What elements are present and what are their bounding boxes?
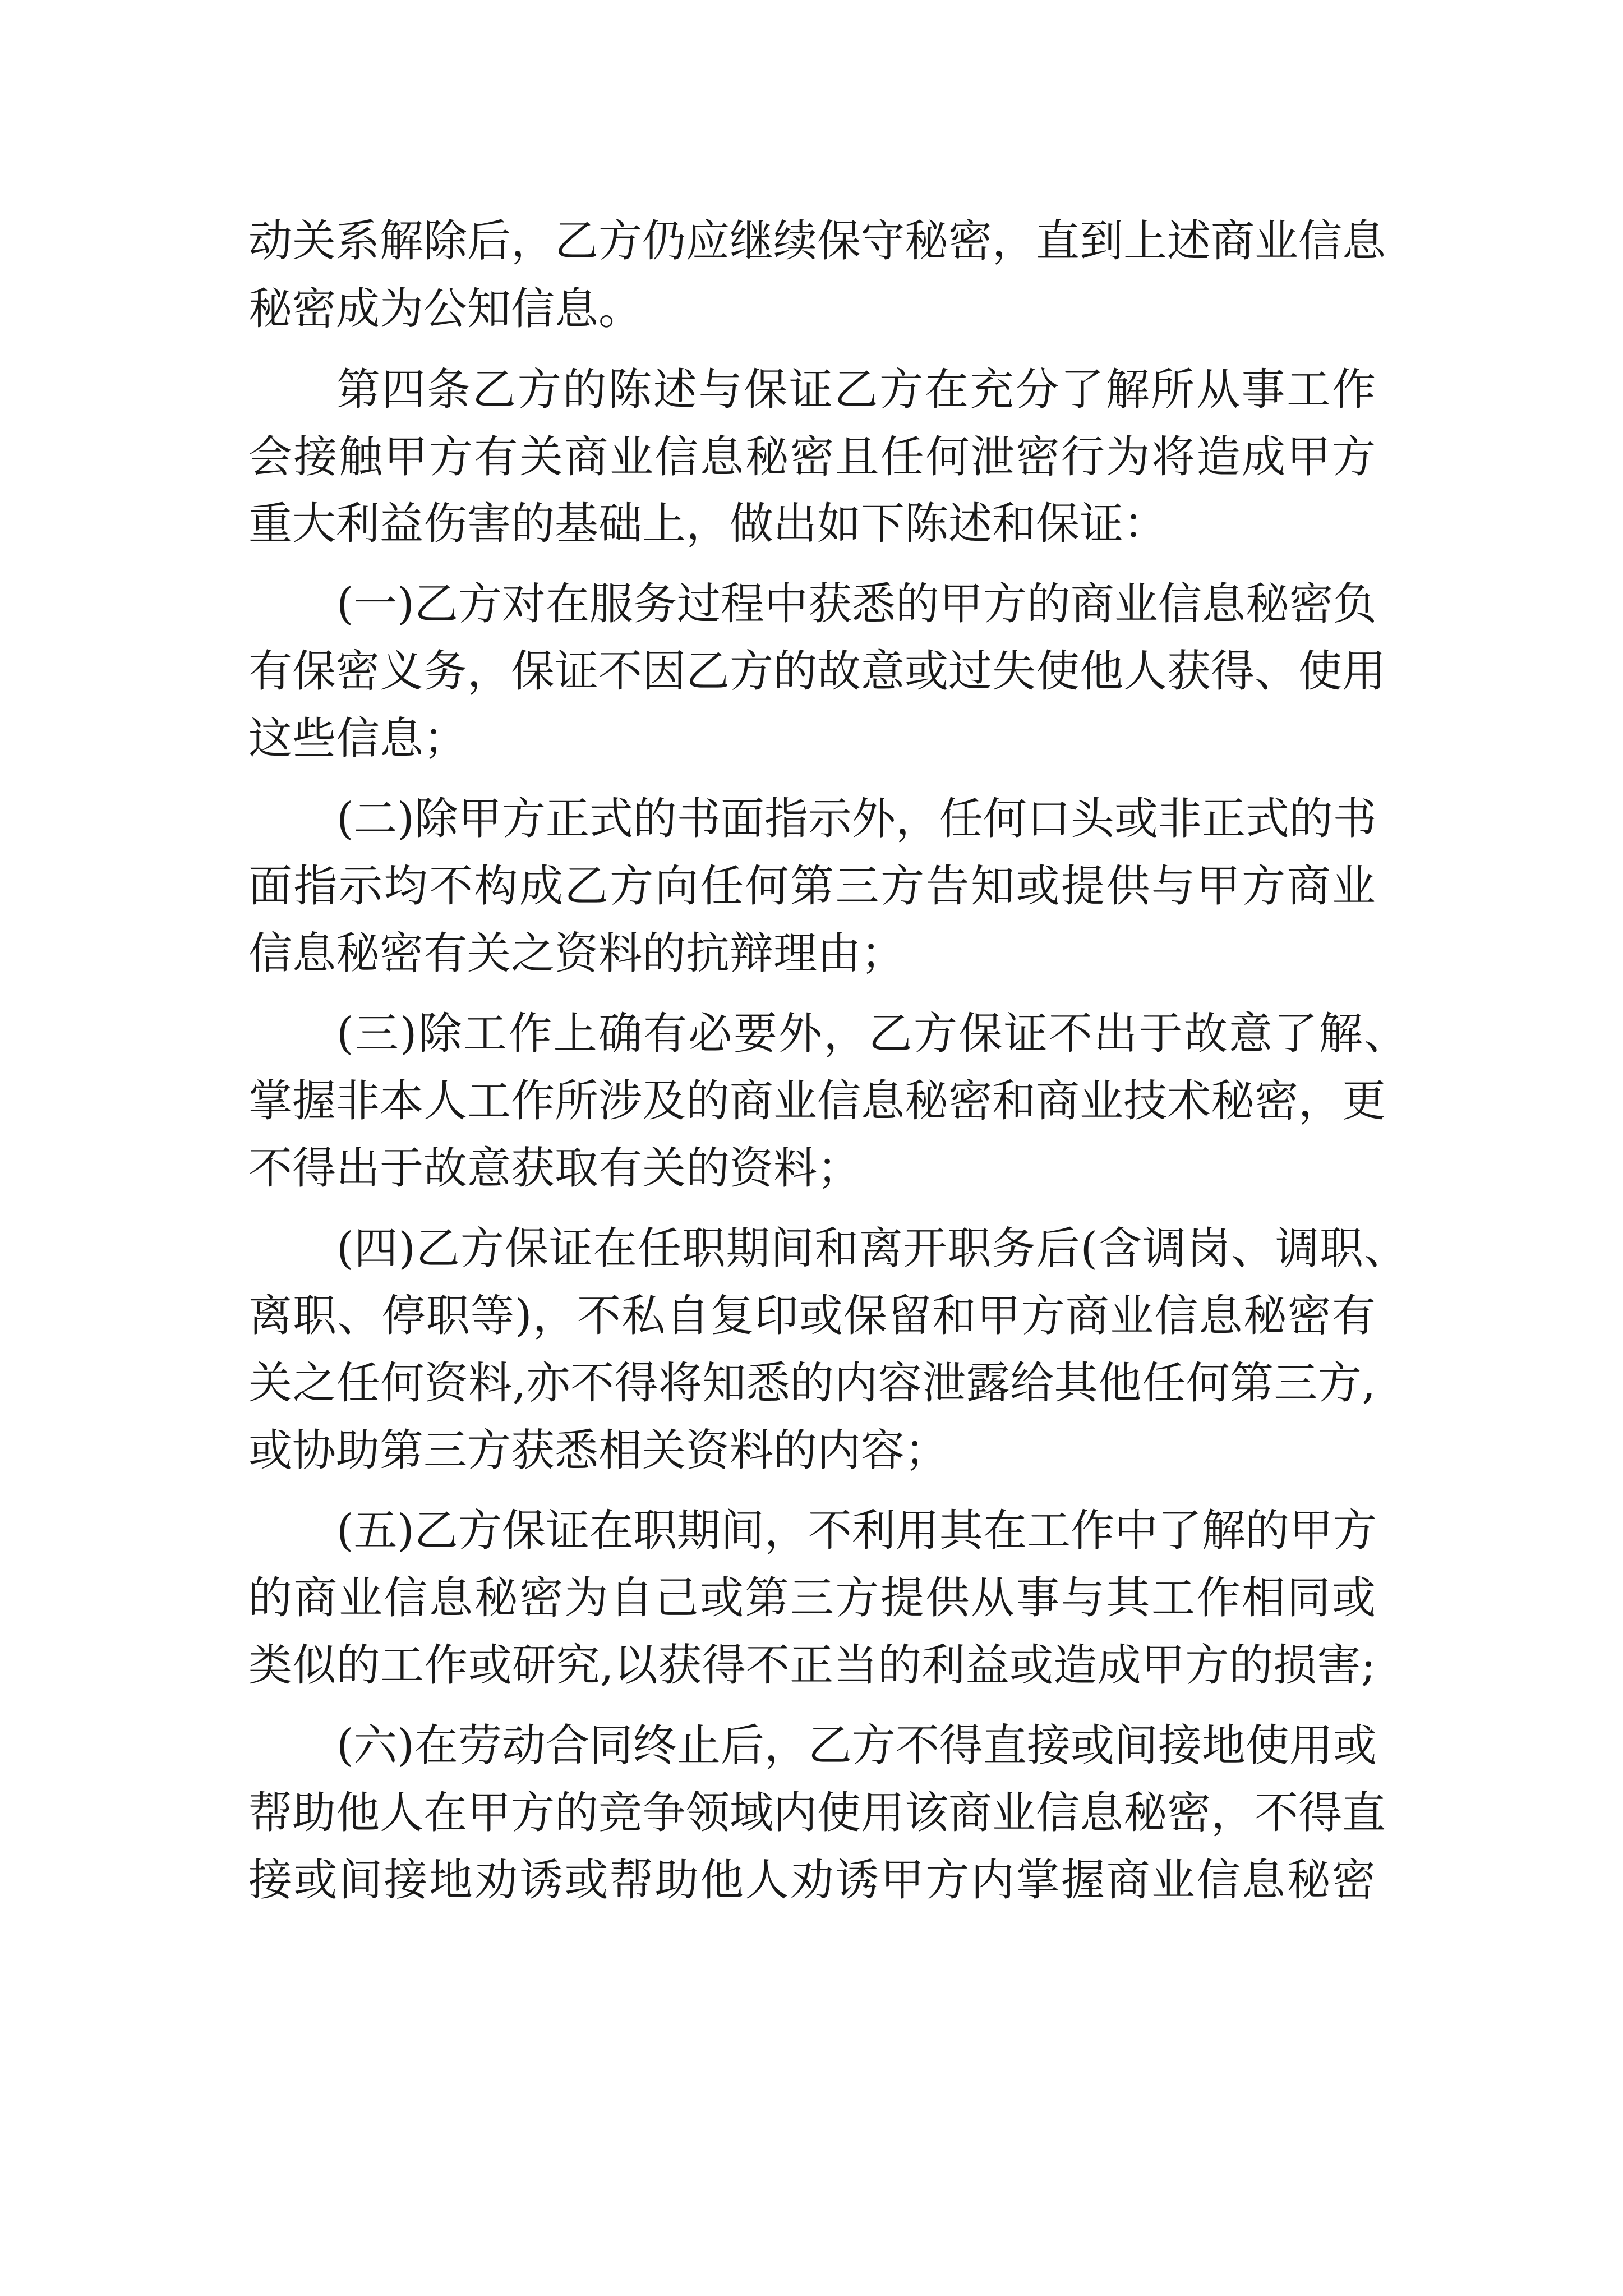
text-line: (五)乙方保证在职期间，不利用其在工作中了解的甲方 bbox=[336, 1506, 1377, 1556]
text-line: 第四条乙方的陈述与保证乙方在充分了解所从事工作 bbox=[336, 365, 1376, 415]
text-line: 离职、停职等)，不私自复印或保留和甲方商业信息秘密有 bbox=[248, 1291, 1376, 1341]
text-line: 类似的工作或研究,以获得不正当的利益或造成甲方的损害; bbox=[248, 1640, 1376, 1691]
text-line: 的商业信息秘密为自己或第三方提供从事与其工作相同或 bbox=[248, 1573, 1376, 1623]
text-line: 动关系解除后，乙方仍应继续保守秘密，直到上述商业信息 bbox=[248, 216, 1386, 266]
text-line: 关之任何资料,亦不得将知悉的内容泄露给其他任何第三方, bbox=[248, 1358, 1376, 1409]
text-line: (三)除工作上确有必要外，乙方保证不出于故意了解、 bbox=[336, 1009, 1408, 1059]
text-line: 或协助第三方获悉相关资料的内容； bbox=[248, 1425, 949, 1476]
text-line: 帮助他人在甲方的竞争领域内使用该商业信息秘密，不得直 bbox=[248, 1788, 1386, 1838]
text-line: 有保密义务，保证不因乙方的故意或过失使他人获得、使用 bbox=[248, 646, 1386, 697]
text-line: (四)乙方保证在任职期间和离开职务后(含调岗、调职、 bbox=[336, 1223, 1408, 1274]
text-line: 会接触甲方有关商业信息秘密且任何泄密行为将造成甲方 bbox=[248, 432, 1376, 482]
text-line: (六)在劳动合同终止后，乙方不得直接或间接地使用或 bbox=[336, 1720, 1377, 1771]
text-line: (一)乙方对在服务过程中获悉的甲方的商业信息秘密负 bbox=[336, 579, 1377, 629]
text-line: 面指示均不构成乙方向任何第三方告知或提供与甲方商业 bbox=[248, 861, 1376, 912]
text-line: 重大利益伤害的基础上，做出如下陈述和保证： bbox=[248, 499, 1168, 549]
text-line: 这些信息； bbox=[248, 714, 468, 764]
text-line: 掌握非本人工作所涉及的商业信息秘密和商业技术秘密，更 bbox=[248, 1076, 1386, 1126]
text-line: 信息秘密有关之资料的抗辩理由； bbox=[248, 928, 905, 979]
text-line: 秘密成为公知信息。 bbox=[248, 284, 643, 334]
text-line: (二)除甲方正式的书面指示外，任何口头或非正式的书 bbox=[336, 794, 1377, 844]
text-line: 不得出于故意获取有关的资料； bbox=[248, 1143, 861, 1194]
text-line: 接或间接地劝诱或帮助他人劝诱甲方内掌握商业信息秘密 bbox=[248, 1855, 1376, 1906]
